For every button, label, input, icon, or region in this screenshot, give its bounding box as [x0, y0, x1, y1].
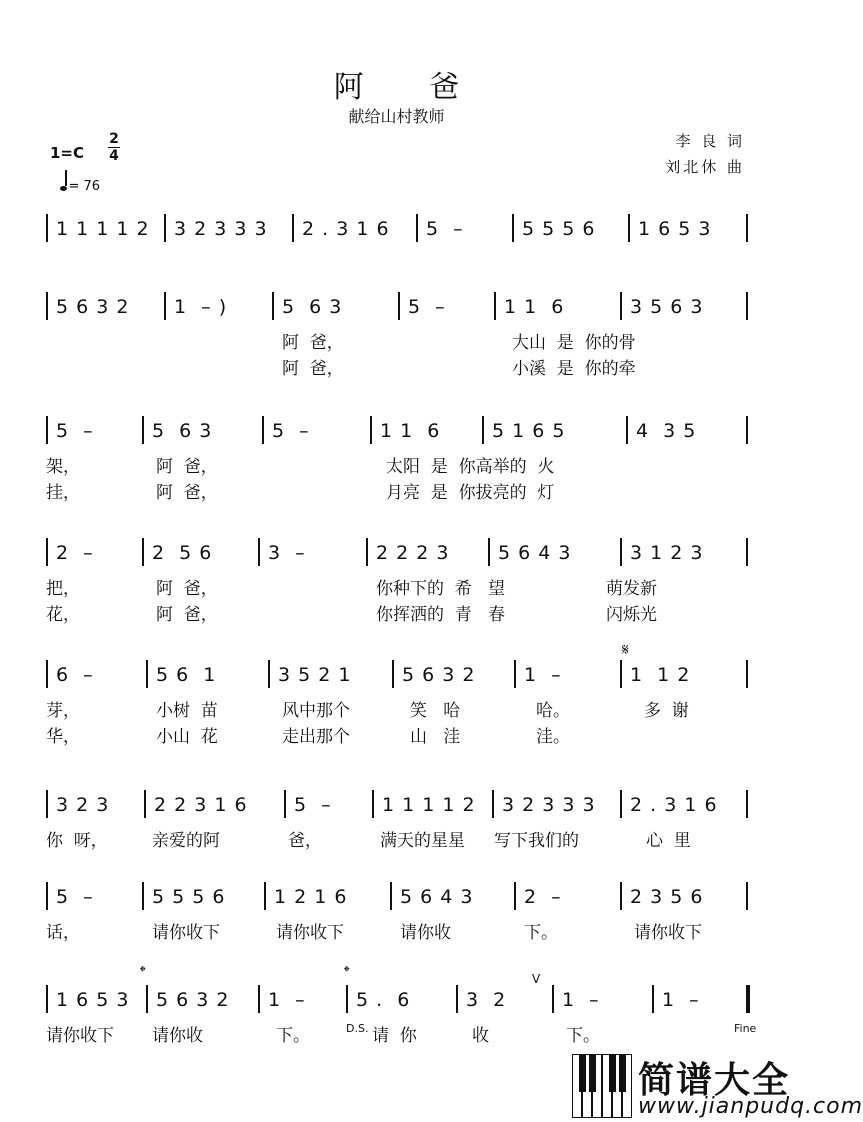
lyric-phrase: 华， [46, 727, 80, 747]
lyric-phrase: 阿 爸， [156, 579, 218, 599]
lyric-phrase: 满天的星星 [380, 831, 465, 851]
measure-notes: 4 3 5 [636, 420, 697, 442]
lyric-phrase: 请你收下 [152, 923, 220, 943]
measure-notes: 5 – [426, 218, 464, 240]
measure-notes: 3 5 6 3 [630, 296, 704, 318]
key-signature: 1=C [50, 144, 85, 162]
lyric-phrase: 挂， [46, 483, 80, 503]
measure-notes: 1 1 1 1 2 [382, 794, 476, 816]
piano-keys-icon [572, 1054, 636, 1118]
lyric-phrase: 哈。 [536, 701, 570, 721]
measure-notes: 1 – [268, 989, 306, 1011]
measure-notes: 3 – [268, 542, 306, 564]
lyric-phrase: 下。 [566, 1026, 600, 1046]
lyric-phrase: 小溪 是 你的牵 [512, 359, 636, 379]
lyric-phrase: 小山 花 [156, 727, 218, 747]
measure-notes: 5 5 5 6 [152, 886, 226, 908]
lyric-phrase: 小树 苗 [156, 701, 218, 721]
lyric-phrase: 请 你 [372, 1026, 417, 1046]
time-signature [108, 132, 120, 163]
measure-notes: 5 6 3 2 [156, 989, 230, 1011]
lyric-phrase: 多 谢 [644, 701, 689, 721]
measure-notes: 5 6 4 3 [400, 886, 474, 908]
coda-sign: 𝄌 [140, 962, 146, 981]
measure-notes: 2 3 5 6 [630, 886, 704, 908]
lyric-phrase: 请你收下 [276, 923, 344, 943]
lyric-phrase: 请你收 [400, 923, 451, 943]
ds-mark: D.S. [346, 1022, 369, 1035]
lyric-phrase: 你种下的 希 望 [376, 579, 506, 599]
lyric-phrase: 请你收下 [634, 923, 702, 943]
lyric-phrase: 爸， [288, 831, 322, 851]
lyric-phrase: 阿 爸， [282, 333, 344, 353]
measure-notes: 2 2 2 3 [376, 542, 450, 564]
lyric-phrase: 请你收 [152, 1026, 203, 1046]
measure-notes: 5 6 4 3 [498, 542, 572, 564]
lyric-phrase: 阿 爸， [156, 605, 218, 625]
song-title: 阿 爸 [333, 70, 488, 105]
lyric-phrase: 亲爱的阿 [152, 831, 220, 851]
lyric-phrase: 山 洼 [410, 727, 461, 747]
lyric-phrase: 把， [46, 579, 80, 599]
measure-notes: 1 1 2 [630, 664, 691, 686]
lyric-phrase: 下。 [524, 923, 558, 943]
measure-notes: 2 . 3 1 6 [302, 218, 390, 240]
measure-notes: 2 . 3 1 6 [630, 794, 718, 816]
measure-notes: 1 1 1 1 2 [56, 218, 150, 240]
lyric-phrase: 阿 爸， [282, 359, 344, 379]
measure-notes: 1 1 6 [504, 296, 565, 318]
tempo-value: = 76 [68, 179, 101, 194]
lyric-phrase: 风中那个 [282, 701, 350, 721]
fine-mark: Fine [734, 1022, 757, 1035]
measure-notes: 1 – ) [174, 296, 228, 318]
measure-notes: 5 6 3 [152, 420, 213, 442]
measure-notes: 5 6 3 2 [56, 296, 130, 318]
lyric-phrase: 月亮 是 你拔亮的 灯 [386, 483, 555, 503]
measure-notes: 5 6 3 [282, 296, 343, 318]
measure-notes: 5 1 6 5 [492, 420, 566, 442]
measure-notes: 5 – [294, 794, 332, 816]
measure-notes: 1 2 1 6 [274, 886, 348, 908]
lyric-phrase: 笑 哈 [410, 701, 461, 721]
measure-notes: 1 – [562, 989, 600, 1011]
lyric-phrase: 话， [46, 923, 80, 943]
tempo-mark [60, 174, 100, 194]
segno-sign: 𝄋 [622, 640, 629, 659]
measure-notes: 6 – [56, 664, 94, 686]
lyric-phrase: 闪烁光 [606, 605, 657, 625]
lyric-phrase: 你挥洒的 青 春 [376, 605, 506, 625]
measure-notes: 3 2 3 3 3 [502, 794, 596, 816]
lyric-phrase: 大山 是 你的骨 [512, 333, 636, 353]
lyric-phrase: 架， [46, 457, 80, 477]
lyric-phrase: 收 [472, 1026, 489, 1046]
lyric-phrase: 下。 [276, 1026, 310, 1046]
lyric-phrase: 写下我们的 [494, 831, 579, 851]
measure-notes: 1 – [662, 989, 700, 1011]
measure-notes: 5 5 5 6 [522, 218, 596, 240]
measure-notes: 5 . 6 [356, 989, 411, 1011]
measure-notes: 1 – [524, 664, 562, 686]
lyric-phrase: 阿 爸， [156, 483, 218, 503]
measure-notes: 5 – [408, 296, 446, 318]
measure-notes: 3 2 3 [56, 794, 110, 816]
measure-notes: 1 6 5 3 [56, 989, 130, 1011]
brand-url: www.jianpudq.com [638, 1094, 863, 1119]
measure-notes: 3 2 3 3 3 [174, 218, 268, 240]
measure-notes: 2 5 6 [152, 542, 213, 564]
site-logo [572, 1052, 863, 1122]
measure-notes: 3 5 2 1 [278, 664, 352, 686]
lyric-phrase: 请你收下 [46, 1026, 114, 1046]
breath-mark: V [532, 972, 541, 986]
lyricist-credit: 李 良 词 [675, 132, 745, 150]
measure-notes: 1 6 5 3 [638, 218, 712, 240]
quarter-note-icon [60, 186, 67, 191]
lyric-phrase: 萌发新 [606, 579, 657, 599]
measure-notes: 2 2 3 1 6 [154, 794, 248, 816]
measure-notes: 3 1 2 3 [630, 542, 704, 564]
lyric-phrase: 芽， [46, 701, 80, 721]
coda-sign: 𝄌 [344, 962, 350, 981]
time-sig-top: 2 [109, 131, 119, 147]
measure-notes: 3 2 [466, 989, 507, 1011]
measure-notes: 5 6 3 2 [402, 664, 476, 686]
measure-notes: 2 – [524, 886, 562, 908]
lyric-phrase: 心 里 [646, 831, 691, 851]
measure-notes: 5 – [272, 420, 310, 442]
lyric-phrase: 走出那个 [282, 727, 350, 747]
measure-notes: 2 – [56, 542, 94, 564]
brand-name: 简谱大全 [638, 1060, 791, 1101]
lyric-phrase: 你 呀， [46, 831, 108, 851]
lyric-phrase: 洼。 [536, 727, 570, 747]
measure-notes: 5 6 1 [156, 664, 217, 686]
lyric-phrase: 花， [46, 605, 80, 625]
measure-notes: 5 – [56, 420, 94, 442]
measure-notes: 1 1 6 [380, 420, 441, 442]
song-subtitle: 献给山村教师 [348, 107, 445, 126]
lyric-phrase: 阿 爸， [156, 457, 218, 477]
time-sig-bottom: 4 [109, 148, 119, 164]
measure-notes: 5 – [56, 886, 94, 908]
composer-credit: 刘北休 曲 [665, 158, 745, 176]
lyric-phrase: 太阳 是 你高举的 火 [386, 457, 555, 477]
